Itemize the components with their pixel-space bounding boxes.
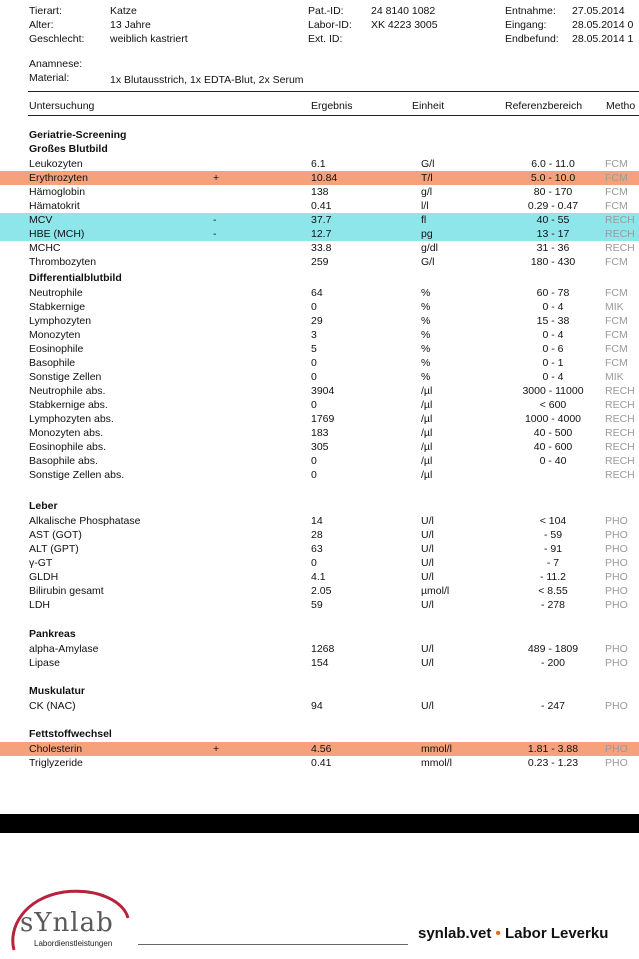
reference-range: 3000 - 11000 — [522, 385, 584, 397]
header-label: Entnahme: — [505, 5, 556, 17]
table-row — [0, 356, 639, 370]
result-value: 154 — [311, 657, 329, 669]
table-row — [0, 656, 639, 670]
header-label: Tierart: — [29, 5, 62, 17]
reference-range: < 104 — [539, 515, 567, 527]
reference-range: 180 - 430 — [530, 256, 576, 268]
result-value: 0 — [311, 371, 317, 383]
test-name: Lymphozyten abs. — [29, 413, 114, 425]
footer-brand-name: synlab.vet — [418, 925, 492, 942]
method-code: PHO — [605, 529, 628, 541]
header-divider — [28, 91, 639, 92]
table-row — [0, 642, 639, 656]
result-unit: /µl — [421, 427, 433, 439]
method-code: MIK — [605, 371, 624, 383]
result-unit: % — [421, 371, 431, 383]
result-value: 0 — [311, 399, 317, 411]
test-name: γ-GT — [29, 557, 53, 569]
result-unit: G/l — [421, 256, 435, 268]
result-unit: /µl — [421, 385, 433, 397]
table-row — [0, 756, 639, 770]
result-unit: % — [421, 343, 431, 355]
test-name: GLDH — [29, 571, 59, 583]
reference-range: 15 - 38 — [536, 315, 570, 327]
result-value: 33.8 — [311, 242, 332, 254]
header-label: Labor-ID: — [308, 19, 352, 31]
result-value: 0.41 — [311, 200, 332, 212]
section-heading: Muskulatur — [29, 685, 86, 697]
material-value: 1x Blutausstrich, 1x EDTA-Blut, 2x Serum — [110, 74, 304, 86]
footer-tagline: Labor Leverku — [504, 925, 609, 942]
section-heading: Leber — [29, 500, 58, 512]
result-value: 5 — [311, 343, 317, 355]
table-header-divider — [28, 115, 639, 116]
method-code: PHO — [605, 515, 628, 527]
abnormal-flag: - — [213, 228, 217, 240]
method-code: FCM — [605, 172, 628, 184]
table-row — [0, 227, 639, 241]
reference-range: - 11.2 — [539, 571, 567, 583]
method-code: PHO — [605, 585, 628, 597]
test-name: CK (NAC) — [29, 700, 76, 712]
method-code: PHO — [605, 571, 628, 583]
result-unit: % — [421, 315, 431, 327]
method-code: FCM — [605, 287, 628, 299]
table-row — [0, 542, 639, 556]
table-row — [0, 342, 639, 356]
result-value: 63 — [311, 543, 323, 555]
result-value: 1769 — [311, 413, 335, 425]
header-value: 24 8140 1082 — [371, 5, 436, 17]
column-einheit: Einheit — [412, 100, 445, 112]
logo-subtitle: Labordienstleistungen — [34, 939, 113, 948]
test-name: MCHC — [29, 242, 61, 254]
result-value: 37.7 — [311, 214, 332, 226]
method-code: MIK — [605, 301, 624, 313]
test-name: Basophile abs. — [29, 455, 98, 467]
test-name: Monozyten — [29, 329, 81, 341]
method-code: FCM — [605, 329, 628, 341]
result-unit: mmol/l — [421, 743, 452, 755]
reference-range: 1.81 - 3.88 — [527, 743, 579, 755]
reference-range: 0 - 4 — [542, 329, 564, 341]
result-unit: /µl — [421, 455, 433, 467]
table-row — [0, 556, 639, 570]
reference-range: 0 - 1 — [542, 357, 564, 369]
header-label: Ext. ID: — [308, 33, 343, 45]
test-name: Lymphozyten — [29, 315, 92, 327]
test-name: Cholesterin — [29, 743, 83, 755]
result-unit: /µl — [421, 413, 433, 425]
material-label: Material: — [29, 72, 70, 84]
method-code: PHO — [605, 599, 628, 611]
test-name: Eosinophile — [29, 343, 84, 355]
result-value: 94 — [311, 700, 323, 712]
method-code: PHO — [605, 557, 628, 569]
result-unit: U/l — [421, 657, 434, 669]
test-name: Leukozyten — [29, 158, 83, 170]
result-value: 0.41 — [311, 757, 332, 769]
table-row — [0, 384, 639, 398]
reference-range: 0 - 6 — [542, 343, 564, 355]
result-unit: /µl — [421, 441, 433, 453]
header-value: weiblich kastriert — [110, 33, 188, 45]
footer-divider — [138, 944, 408, 945]
result-unit: U/l — [421, 643, 434, 655]
anamnese-label: Anamnese: — [29, 58, 83, 70]
reference-range: 0 - 4 — [542, 301, 564, 313]
reference-range: 6.0 - 11.0 — [531, 158, 575, 170]
reference-range: 13 - 17 — [536, 228, 570, 240]
section-heading: Differentialblutbild — [29, 272, 122, 284]
result-value: 28 — [311, 529, 323, 541]
reference-range: 5.0 - 10.0 — [530, 172, 576, 184]
reference-range: - 91 — [543, 543, 563, 555]
reference-range: 0 - 4 — [542, 371, 564, 383]
result-value: 14 — [311, 515, 323, 527]
header-label: Pat.-ID: — [308, 5, 344, 17]
result-value: 0 — [311, 455, 317, 467]
test-name: Neutrophile abs. — [29, 385, 106, 397]
result-unit: U/l — [421, 529, 434, 541]
test-name: Lipase — [29, 657, 60, 669]
section-heading: Großes Blutbild — [29, 143, 108, 155]
table-row — [0, 398, 639, 412]
result-unit: G/l — [421, 158, 435, 170]
reference-range: - 278 — [541, 599, 565, 611]
result-unit: µmol/l — [421, 585, 450, 597]
header-value: 27.05.2014 — [572, 5, 625, 17]
test-name: AST (GOT) — [29, 529, 82, 541]
table-row — [0, 440, 639, 454]
reference-range: 0 - 40 — [539, 455, 567, 467]
header-value: 13 Jahre — [110, 19, 151, 31]
test-name: Triglyzeride — [29, 757, 83, 769]
header-label: Alter: — [29, 19, 54, 31]
result-value: 6.1 — [311, 158, 326, 170]
test-name: Basophile — [29, 357, 76, 369]
result-value: 0 — [311, 557, 317, 569]
method-code: RECH — [605, 413, 635, 425]
result-value: 305 — [311, 441, 329, 453]
result-value: 3904 — [311, 385, 335, 397]
method-code: FCM — [605, 186, 628, 198]
method-code: PHO — [605, 757, 628, 769]
test-name: Monozyten abs. — [29, 427, 104, 439]
method-code: RECH — [605, 441, 635, 453]
result-value: 259 — [311, 256, 329, 268]
test-name: HBE (MCH) — [29, 228, 85, 240]
table-row — [0, 314, 639, 328]
reference-range: 80 - 170 — [533, 186, 573, 198]
result-value: 138 — [311, 186, 329, 198]
test-name: Alkalische Phosphatase — [29, 515, 141, 527]
test-name: Stabkernige abs. — [29, 399, 108, 411]
section-heading: Pankreas — [29, 628, 76, 640]
result-value: 183 — [311, 427, 329, 439]
footer-brand — [418, 925, 608, 942]
column-referenzbereich: Referenzbereich — [505, 100, 583, 112]
table-row — [0, 370, 639, 384]
table-row — [0, 584, 639, 598]
abnormal-flag: + — [213, 172, 220, 184]
result-value: 10.84 — [311, 172, 338, 184]
reference-range: 0.29 - 0.47 — [527, 200, 579, 212]
result-unit: % — [421, 357, 431, 369]
result-unit: T/l — [421, 172, 433, 184]
footer-separator: • — [495, 925, 501, 942]
table-row — [0, 255, 639, 269]
table-row — [0, 570, 639, 584]
method-code: RECH — [605, 455, 635, 467]
test-name: ALT (GPT) — [29, 543, 79, 555]
header-value: Katze — [110, 5, 137, 17]
result-unit: pg — [421, 228, 433, 240]
reference-range: 40 - 55 — [536, 214, 570, 226]
test-name: Eosinophile abs. — [29, 441, 107, 453]
reference-range: 60 - 78 — [536, 287, 570, 299]
page-break-bar — [0, 814, 639, 833]
reference-range: - 59 — [543, 529, 563, 541]
reference-range: - 247 — [541, 700, 565, 712]
result-value: 4.56 — [311, 743, 332, 755]
table-row — [0, 157, 639, 171]
result-unit: /µl — [421, 399, 433, 411]
test-name: Hämoglobin — [29, 186, 86, 198]
result-unit: mmol/l — [421, 757, 452, 769]
table-row — [0, 528, 639, 542]
method-code: RECH — [605, 399, 635, 411]
reference-range: - 200 — [541, 657, 565, 669]
method-code: PHO — [605, 643, 628, 655]
abnormal-flag: + — [213, 743, 220, 755]
table-row — [0, 468, 639, 482]
result-unit: U/l — [421, 543, 434, 555]
abnormal-flag: - — [213, 214, 217, 226]
result-unit: /µl — [421, 469, 433, 481]
test-name: Erythrozyten — [29, 172, 88, 184]
result-unit: U/l — [421, 571, 434, 583]
result-value: 59 — [311, 599, 323, 611]
result-unit: % — [421, 329, 431, 341]
column-ergebnis: Ergebnis — [311, 100, 353, 112]
header-label: Geschlecht: — [29, 33, 85, 45]
header-value: XK 4223 3005 — [371, 19, 438, 31]
reference-range: 1000 - 4000 — [524, 413, 582, 425]
method-code: RECH — [605, 228, 635, 240]
result-unit: U/l — [421, 515, 434, 527]
reference-range: 40 - 600 — [533, 441, 573, 453]
method-code: PHO — [605, 700, 628, 712]
test-name: Stabkernige — [29, 301, 86, 313]
result-value: 0 — [311, 469, 317, 481]
test-name: LDH — [29, 599, 51, 611]
method-code: FCM — [605, 200, 628, 212]
reference-range: 0.23 - 1.23 — [527, 757, 579, 769]
method-code: FCM — [605, 158, 628, 170]
test-name: Sonstige Zellen — [29, 371, 102, 383]
result-value: 64 — [311, 287, 323, 299]
result-unit: U/l — [421, 700, 434, 712]
header-label: Eingang: — [505, 19, 547, 31]
section-heading: Geriatrie-Screening — [29, 129, 127, 141]
result-unit: U/l — [421, 599, 434, 611]
test-name: MCV — [29, 214, 53, 226]
table-row — [0, 598, 639, 612]
method-code: RECH — [605, 214, 635, 226]
test-name: Hämatokrit — [29, 200, 80, 212]
method-code: FCM — [605, 315, 628, 327]
result-value: 4.1 — [311, 571, 326, 583]
result-unit: g/dl — [421, 242, 438, 254]
result-value: 0 — [311, 357, 317, 369]
method-code: PHO — [605, 743, 628, 755]
reference-range: < 8.55 — [538, 585, 568, 597]
header-label: Endbefund: — [505, 33, 559, 45]
result-value: 29 — [311, 315, 323, 327]
method-code: FCM — [605, 357, 628, 369]
test-name: Bilirubin gesamt — [29, 585, 104, 597]
table-row — [0, 514, 639, 528]
method-code: PHO — [605, 543, 628, 555]
table-row — [0, 241, 639, 255]
table-row — [0, 742, 639, 756]
table-row — [0, 286, 639, 300]
column-untersuchung: Untersuchung — [29, 100, 95, 112]
header-value: 28.05.2014 0 — [572, 19, 634, 31]
section-heading: Fettstoffwechsel — [29, 728, 112, 740]
table-row — [0, 699, 639, 713]
table-row — [0, 171, 639, 185]
reference-range: < 600 — [539, 399, 567, 411]
table-row — [0, 328, 639, 342]
method-code: RECH — [605, 469, 635, 481]
table-row — [0, 454, 639, 468]
header-value: 28.05.2014 1 — [572, 33, 634, 45]
result-unit: % — [421, 301, 431, 313]
method-code: RECH — [605, 427, 635, 439]
table-row — [0, 412, 639, 426]
result-value: 1268 — [311, 643, 335, 655]
column-methode: Metho — [606, 100, 636, 112]
table-row — [0, 300, 639, 314]
method-code: FCM — [605, 256, 628, 268]
result-value: 0 — [311, 301, 317, 313]
result-unit: l/l — [421, 200, 429, 212]
test-name: alpha-Amylase — [29, 643, 99, 655]
table-row — [0, 426, 639, 440]
result-unit: g/l — [421, 186, 433, 198]
method-code: RECH — [605, 385, 635, 397]
result-unit: fl — [421, 214, 427, 226]
method-code: RECH — [605, 242, 635, 254]
method-code: FCM — [605, 343, 628, 355]
reference-range: 489 - 1809 — [527, 643, 579, 655]
test-name: Neutrophile — [29, 287, 83, 299]
table-row — [0, 213, 639, 227]
method-code: PHO — [605, 657, 628, 669]
table-row — [0, 185, 639, 199]
reference-range: 40 - 500 — [533, 427, 573, 439]
result-unit: U/l — [421, 557, 434, 569]
result-value: 12.7 — [311, 228, 332, 240]
test-name: Thrombozyten — [29, 256, 97, 268]
result-value: 3 — [311, 329, 317, 341]
reference-range: 31 - 36 — [536, 242, 570, 254]
reference-range: - 7 — [546, 557, 560, 569]
table-row — [0, 199, 639, 213]
result-unit: % — [421, 287, 431, 299]
test-name: Sonstige Zellen abs. — [29, 469, 125, 481]
result-value: 2.05 — [311, 585, 332, 597]
logo-wordmark: sYnlab — [20, 908, 114, 938]
